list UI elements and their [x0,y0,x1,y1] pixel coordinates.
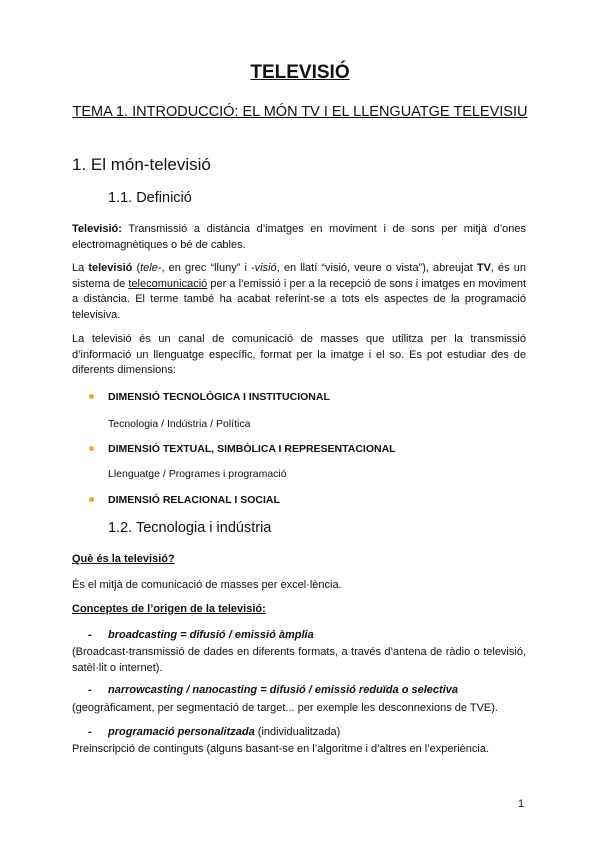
concept-item [88,684,458,696]
text-run: per a l’emissió i per a la recepció de sons i imatges en moviment a distància. El terme també ha acabat referint-se a tots els aspectes de la programació televisiva. [72,277,527,321]
concept-description: (Broadcast-transmissió de dades en diferents formats, a través d’antena de ràdio o televisió, satèl·lit o internet). [72,646,526,674]
dash-marker: - [88,726,92,738]
text-run: , és un sistema de [72,262,526,290]
text-run-italic: visió [254,262,277,274]
question-heading: Què és la televisió? [72,553,175,565]
dimension-label: DIMENSIÓ RELACIONAL I SOCIAL [108,494,280,506]
text-run-italic: tele- [140,262,162,274]
telecomunicacio-link[interactable]: telecomunicació [128,277,208,290]
concept-description: Preinscripció de continguts (alguns basant-se en l’algoritme i d’altres en l’experiència. [72,743,489,755]
concept-extra: (individualitzada) [254,726,341,738]
concepts-heading: Conceptes de l’origen de la televisió: [72,603,266,615]
definition-term: Televisió: [72,223,122,235]
bullet-icon [89,446,94,451]
mass-media-paragraph: La televisió és un canal de comunicació de masses que utilitza per la transmissió d’informació un llenguatge específic, format per la imatge i el so. Es pot estudiar des de diferents dimensions: [72,333,526,377]
section-heading-1-1: 1.1. Definició [108,190,192,206]
section-heading-1: 1. El món-televisió [72,155,211,174]
text-run: , en llatí “visió, veure o vista”), abreujat [276,262,477,274]
section-heading-1-2: 1.2. Tecnologia i indústria [108,520,272,536]
text-run-bold: televisió [88,262,133,274]
text-run: ( [132,262,141,274]
dash-marker: - [88,684,92,696]
television-paragraph [72,261,526,323]
concept-term: narrowcasting / nanocasting = difusió / emissió reduïda o selectiva [108,684,458,696]
dash-marker: - [88,629,92,641]
bullet-icon [89,497,94,502]
dimension-label: DIMENSIÓ TECNOLÒGICA I INSTITUCIONAL [108,391,330,403]
concept-term: programació personalitzada [108,726,255,738]
concept-item [88,726,340,738]
concept-description: (geogràficament, per segmentació de target... per exemple les desconnexions de TVE). [72,702,498,714]
definition-text: Transmissió a distància d’imatges en moviment i de sons per mitjà d’ones electromagnètiques o bé de cables. [72,223,526,251]
bullet-icon [89,394,94,399]
dimension-sub: Llenguatge / Programes i programació [108,468,287,480]
text-run: , en grec “lluny” i - [161,262,255,274]
question-answer: És el mitjà de comunicació de masses per excel·lència. [72,579,342,591]
definition-paragraph [72,222,526,253]
document-title: TELEVISIÓ [250,62,350,83]
dimension-label: DIMENSIÓ TEXTUAL, SIMBÒLICA I REPRESENTACIONAL [108,443,396,455]
dimension-sub: Tecnologia / Indústria / Política [108,418,251,430]
text-run: La [72,262,89,274]
concept-term: broadcasting = difusió / emissió àmplia [108,629,314,641]
page-number: 1 [518,798,525,810]
concept-item [88,629,314,641]
text-run-bold: TV [476,262,491,274]
document-subtitle: TEMA 1. INTRODUCCIÓ: EL MÓN TV I EL LLENGUATGE TELEVISIU [72,104,528,120]
